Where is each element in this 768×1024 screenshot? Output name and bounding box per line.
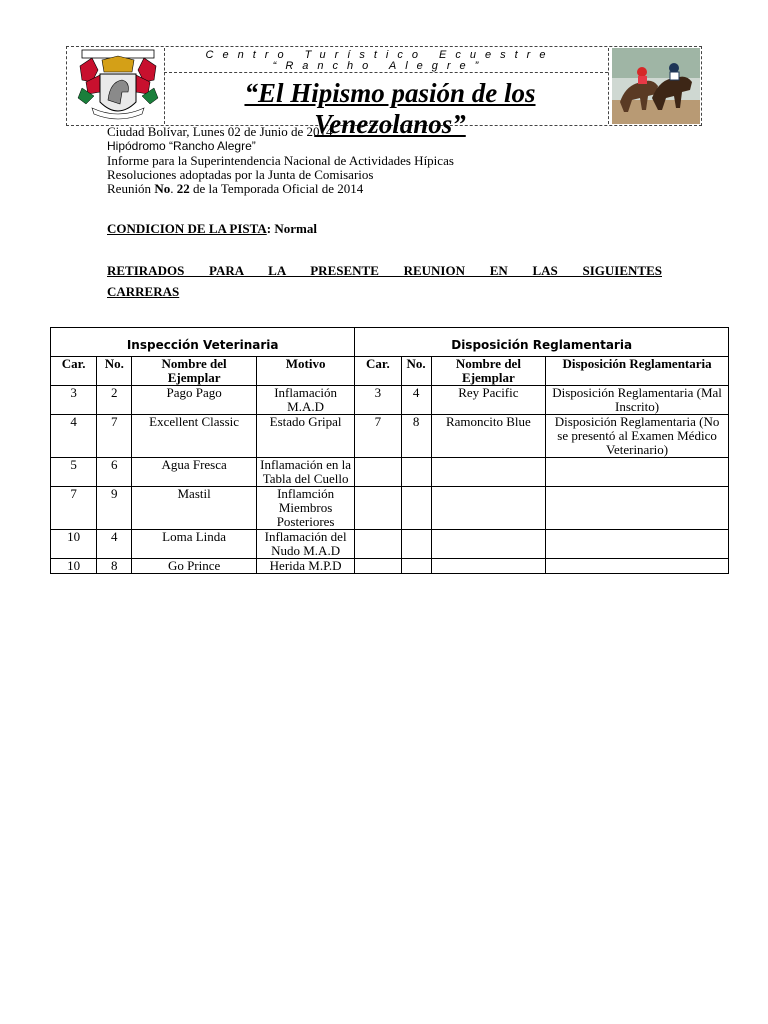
withdrawn-heading-line2: CARRERAS — [107, 284, 180, 299]
col-header-nombre: Nombre del Ejemplar — [431, 357, 546, 386]
track-condition-sep: : — [266, 221, 275, 236]
col-header-car: Car. — [355, 357, 401, 386]
col-header-car: Car. — [51, 357, 97, 386]
table-cell: 4 — [51, 415, 97, 458]
table-cell: 6 — [97, 458, 132, 487]
meta-informe: Informe para la Superintendencia Nacional de Actividades Hípicas — [107, 153, 454, 168]
table-cell: 10 — [51, 530, 97, 559]
col-header-no: No. — [401, 357, 431, 386]
table-cell: Herida M.P.D — [256, 559, 354, 574]
table-cell: 5 — [51, 458, 97, 487]
table-cell: 8 — [97, 559, 132, 574]
table-cell: 9 — [97, 487, 132, 530]
reunion-suffix: de la Temporada Oficial de 2014 — [189, 181, 364, 196]
horse-racing-photo — [612, 48, 700, 124]
reunion-number: 22 — [176, 181, 190, 196]
table-cell: 3 — [51, 386, 97, 415]
table-cell — [355, 559, 401, 574]
column-header-row — [51, 357, 729, 386]
table-cell — [431, 559, 546, 574]
group-header-disposicion: Disposición Reglamentaria — [355, 328, 729, 357]
table-cell: Mastil — [132, 487, 257, 530]
table-cell: Excellent Classic — [132, 415, 257, 458]
table-cell: 7 — [355, 415, 401, 458]
table-cell: 7 — [97, 415, 132, 458]
group-header-veterinaria: Inspección Veterinaria — [51, 328, 355, 357]
table-cell — [401, 559, 431, 574]
table-cell — [431, 530, 546, 559]
col-header-disposicion: Disposición Reglamentaria — [546, 357, 729, 386]
table-cell: Inflamción Miembros Posteriores — [256, 487, 354, 530]
org-name-line2: “Rancho Alegre” — [272, 60, 488, 72]
table-cell: Inflamación en la Tabla del Cuello — [256, 458, 354, 487]
table-cell: Inflamación del Nudo M.A.D — [256, 530, 354, 559]
table-cell: Go Prince — [132, 559, 257, 574]
withdrawals-table — [50, 327, 729, 574]
table-row — [51, 415, 729, 458]
track-condition-value: Normal — [274, 221, 317, 236]
table-cell — [401, 487, 431, 530]
group-header-row — [51, 328, 729, 357]
table-cell: Disposición Reglamentaria (Mal Inscrito) — [546, 386, 729, 415]
table-cell: 3 — [355, 386, 401, 415]
track-condition-label: CONDICION DE LA PISTA — [107, 221, 267, 236]
reunion-no-label: No — [154, 181, 171, 196]
table-cell: Agua Fresca — [132, 458, 257, 487]
table-row — [51, 559, 729, 574]
meta-reunion — [107, 181, 363, 196]
table-cell — [355, 458, 401, 487]
col-header-motivo: Motivo — [256, 357, 354, 386]
table-cell: 4 — [97, 530, 132, 559]
table-cell — [546, 458, 729, 487]
track-condition — [107, 221, 317, 237]
col-header-no: No. — [97, 357, 132, 386]
slogan: “El Hipismo pasión de los Venezolanos” — [244, 78, 536, 139]
meta-hipodromo: Hipódromo “Rancho Alegre” — [107, 139, 256, 153]
table-row — [51, 530, 729, 559]
coat-of-arms-logo — [72, 48, 164, 124]
table-cell: Disposición Reglamentaria (No se presentó al Examen Médico Veterinario) — [546, 415, 729, 458]
table-cell: 4 — [401, 386, 431, 415]
table-cell — [546, 530, 729, 559]
table-cell: 10 — [51, 559, 97, 574]
reunion-prefix: Reunión — [107, 181, 155, 196]
table-row — [51, 386, 729, 415]
table-row — [51, 487, 729, 530]
table-cell: 8 — [401, 415, 431, 458]
table-cell: 7 — [51, 487, 97, 530]
table-cell — [355, 487, 401, 530]
withdrawn-heading-line1: RETIRADOS PARA LA PRESENTE REUNION EN LAS SIGUIENTES — [107, 263, 662, 278]
table-cell: Pago Pago — [132, 386, 257, 415]
table-cell: Ramoncito Blue — [431, 415, 546, 458]
table-cell — [401, 458, 431, 487]
meta-date: Ciudad Bolívar, Lunes 02 de Junio de 2014 — [107, 124, 333, 139]
table-cell: Estado Gripal — [256, 415, 354, 458]
table-row — [51, 458, 729, 487]
col-header-nombre: Nombre del Ejemplar — [132, 357, 257, 386]
org-name-line1: Centro Turístico Ecuestre — [205, 49, 555, 61]
reunion-dot: . — [170, 181, 177, 196]
table-cell — [401, 530, 431, 559]
meta-resoluciones: Resoluciones adoptadas por la Junta de Comisarios — [107, 167, 374, 182]
table-cell: 2 — [97, 386, 132, 415]
table-cell: Rey Pacific — [431, 386, 546, 415]
table-cell — [546, 559, 729, 574]
table-cell — [546, 487, 729, 530]
table-cell: Loma Linda — [132, 530, 257, 559]
table-cell — [431, 458, 546, 487]
table-cell — [431, 487, 546, 530]
table-cell: Inflamación M.A.D — [256, 386, 354, 415]
table-cell — [355, 530, 401, 559]
